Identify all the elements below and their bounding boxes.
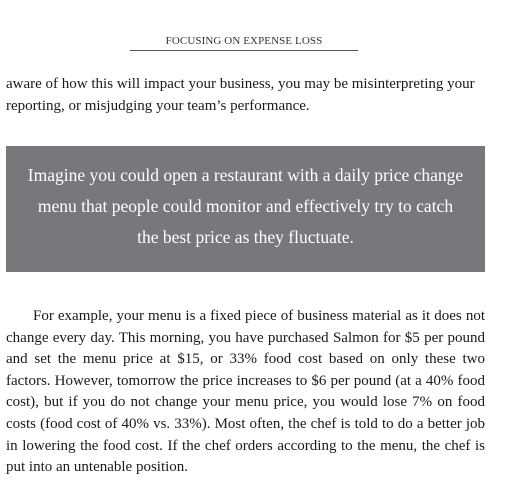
example-paragraph-text: For example, your menu is a fixed piece of business material as it does not change every day. This morning, you have purchased Salmon for $5 per pound and set the menu price at $15, or 33% food cost based on only these two factors. However, tomorrow the price increases to $6 per pound (at a 40% food cost), but if you do not change your menu price, you would lose 7% on food costs (food cost of 40% vs. 33%). Most often, the chef is told to do a better job in lowering the food cost. If the chef orders according to the menu, the chef is put into an untenable position. [6, 308, 485, 476]
pull-quote-box [6, 146, 485, 272]
running-header: FOCUSING ON EXPENSE LOSS [130, 35, 358, 51]
pull-quote-line-1: Imagine you could open a restaurant with a daily price change [27, 165, 464, 185]
example-paragraph [6, 306, 485, 479]
continued-paragraph: aware of how this will impact your business, you may be misinterpreting your reporting, or misjudging your team’s performance. [6, 76, 475, 114]
pull-quote-line-3: the best price as they fluctuate. [137, 227, 354, 247]
pull-quote-line-2: menu that people could monitor and effectively try to catch [37, 196, 454, 216]
